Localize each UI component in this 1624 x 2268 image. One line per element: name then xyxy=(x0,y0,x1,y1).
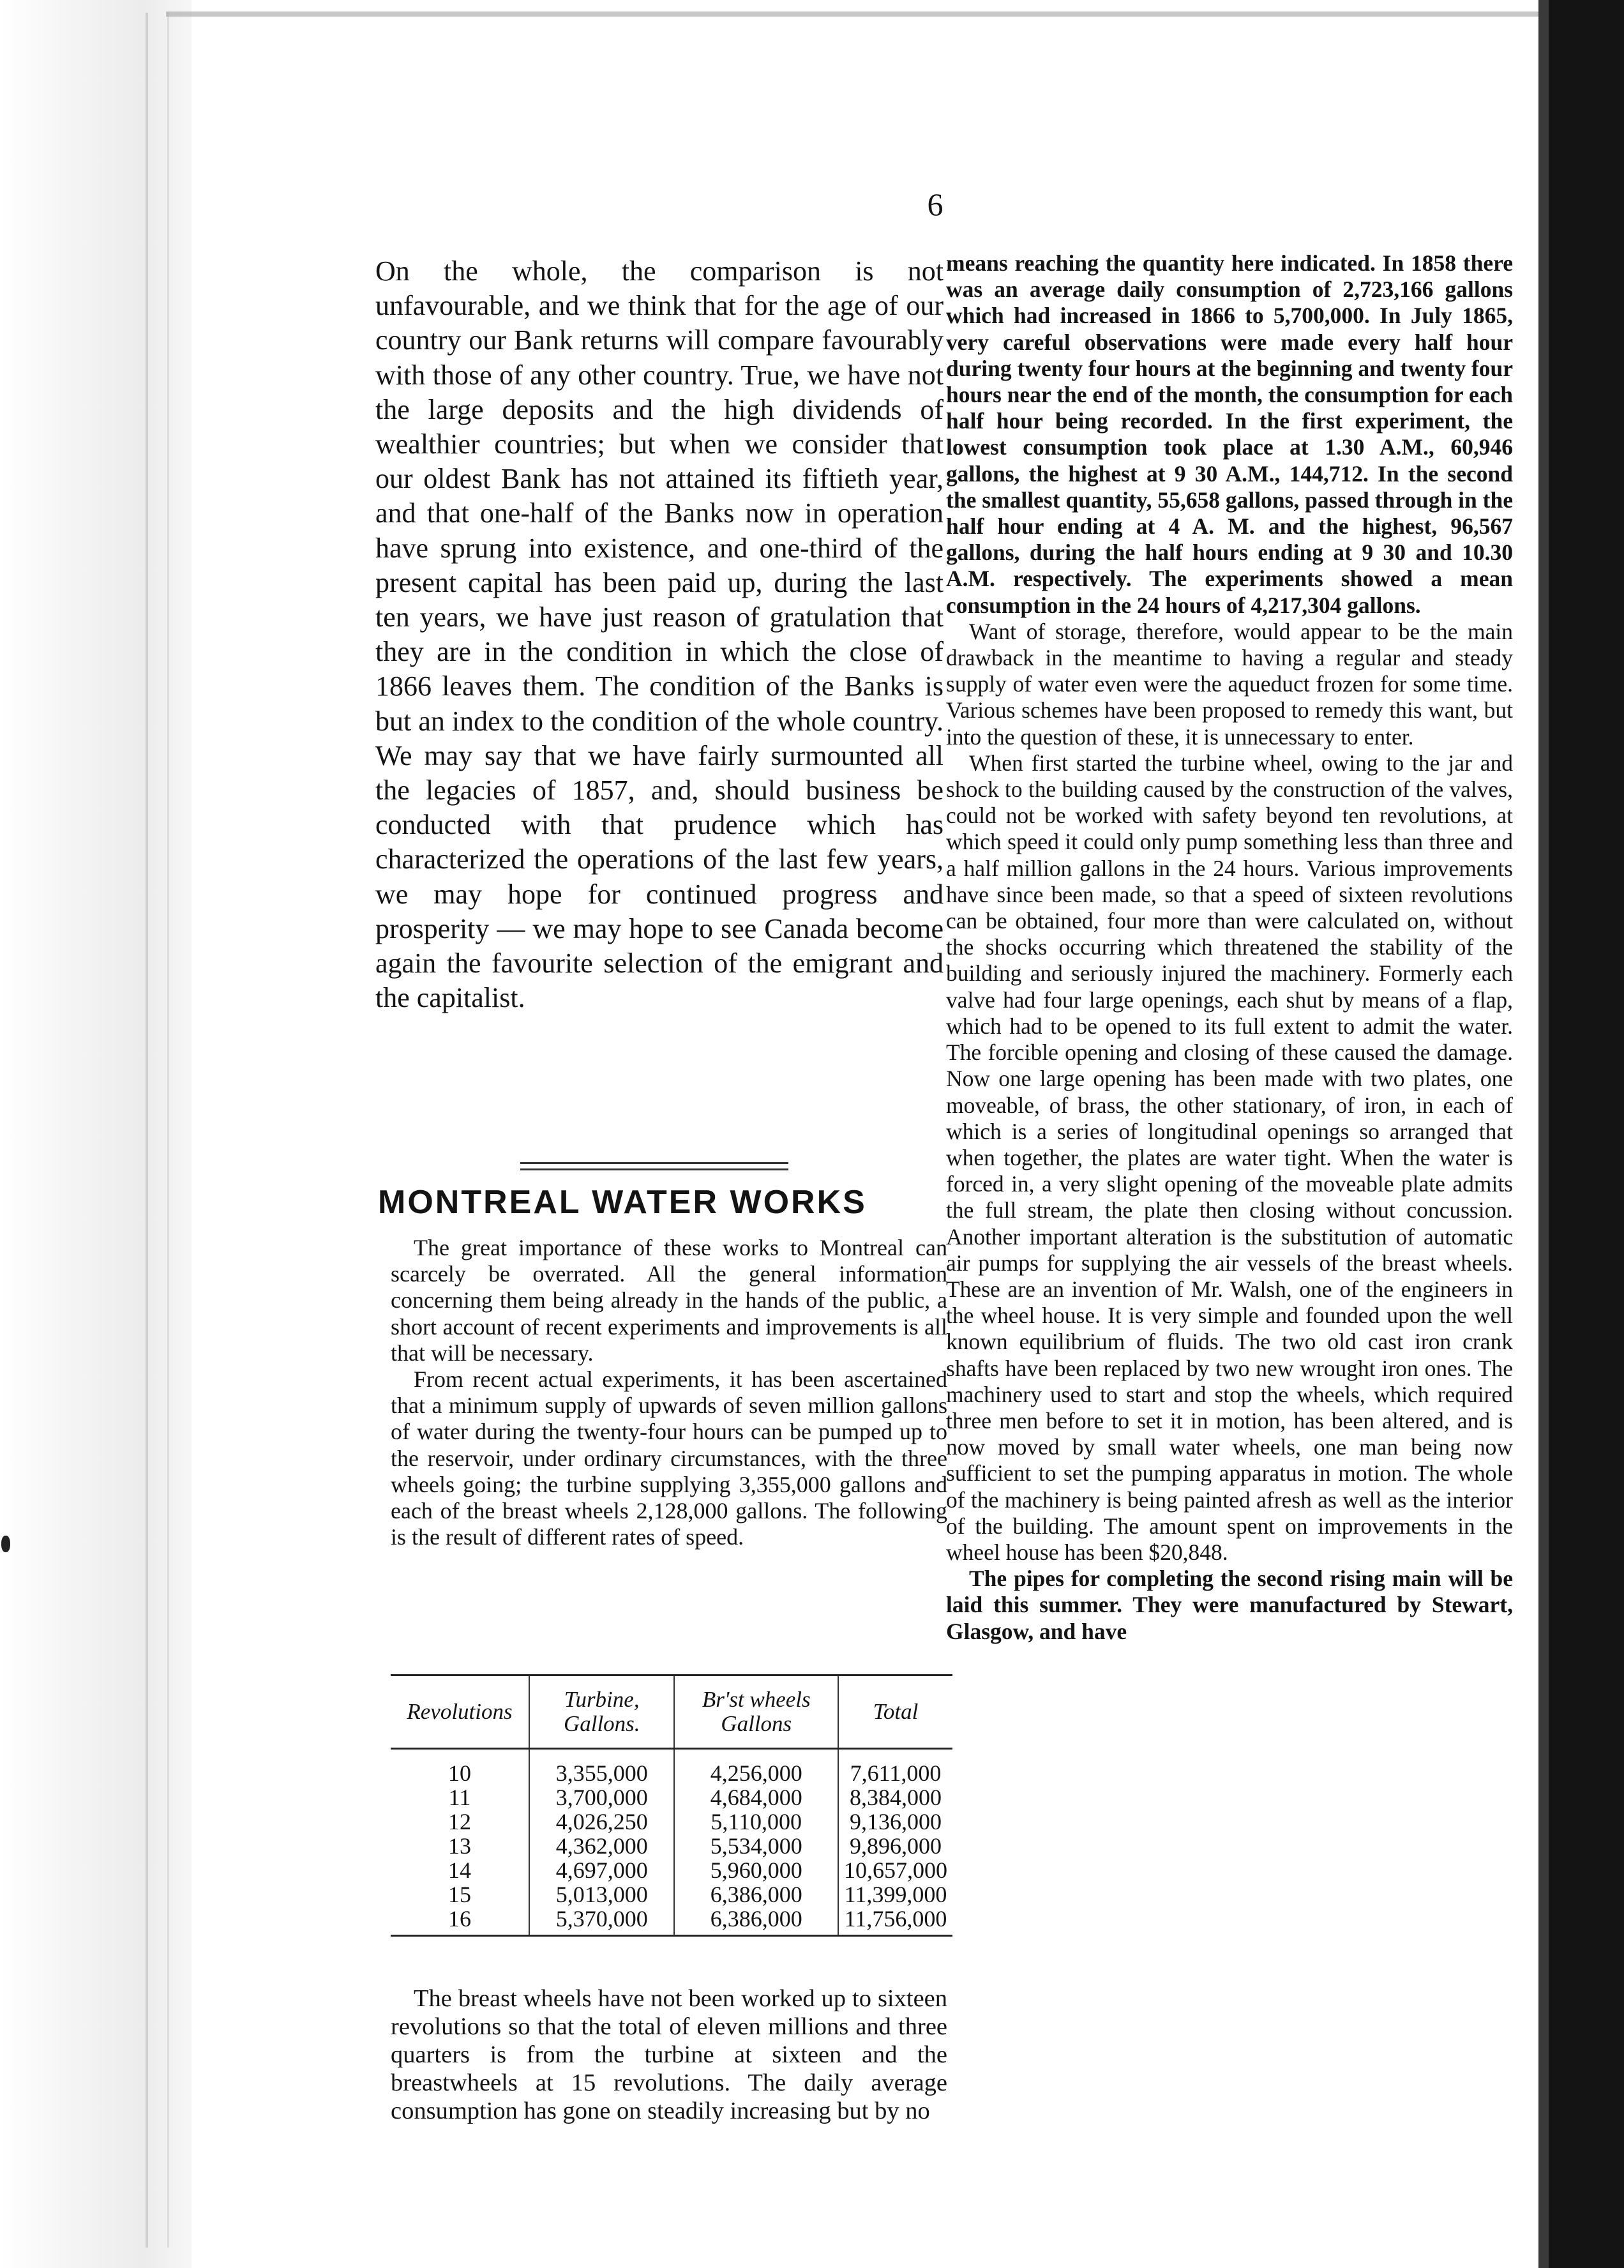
cell-total: 9,136,000 xyxy=(838,1810,952,1834)
body-paragraph: On the whole, the comparison is not unfavourable, and we think that for the age of our country our Bank returns will compare favourably with those of any other country. True, we have not the large deposits and the high dividends of wealthier countries; but when we consider that our oldest Bank has not attained its fiftieth year, and that one-half of the Banks now in operation have sprung into existence, and one-third of the present capital has been paid up, during the last ten years, we have just reason of gratulation that they are in the condition in which the close of 1866 leaves them. The condition of the Banks is but an index to the condition of the whole country. We may say that we have fairly surmounted all the legacies of 1857, and, should business be conducted with that prudence which has characterized the operations of the last few years, we may hope for continued progress and prosperity — we may hope to see Canada become again the favourite selection of the emigrant and the capitalist. xyxy=(375,255,944,1014)
cell-total: 9,896,000 xyxy=(838,1834,952,1858)
cell-breast: 4,684,000 xyxy=(674,1785,838,1810)
scan-fold-line xyxy=(167,13,169,2248)
page-number: 6 xyxy=(927,186,944,222)
cell-breast: 6,386,000 xyxy=(674,1882,838,1907)
cell-total: 8,384,000 xyxy=(838,1785,952,1810)
table-row xyxy=(391,1834,952,1858)
table-row xyxy=(391,1858,952,1882)
section-body-continued xyxy=(391,1984,947,2125)
cell-total: 7,611,000 xyxy=(838,1749,952,1786)
cell-turbine: 4,362,000 xyxy=(529,1834,674,1858)
cell-revolutions: 16 xyxy=(391,1907,529,1936)
cell-turbine: 3,355,000 xyxy=(529,1749,674,1786)
table-row xyxy=(391,1810,952,1834)
cell-revolutions: 11 xyxy=(448,1785,471,1810)
body-paragraph: means reaching the quantity here indicated. In 1858 there was an average daily consumption of 2,723,166 gallons which had increased in 1866 to 5,700,000. In July 1865, very careful observations were made every half hour during twenty four hours at the beginning and twenty four hours near the end of the month, the consumption for each half hour being recorded. In the first experiment, the lowest consumption took place at 1.30 A.M., 60,946 gallons, the highest at 9 30 A.M., 144,712. In the second the smallest quantity, 55,658 gallons, passed through in the half hour ending at 4 A. M. and the highest, 96,567 gallons, during the half hours ending at 9 30 and 10.30 A.M. respectively. The experiments showed a mean consumption in the 24 hours of 4,217,304 gallons. xyxy=(946,250,1513,618)
cell-revolutions: 10 xyxy=(448,1760,471,1786)
table-header-row xyxy=(391,1675,952,1749)
cell-breast: 6,386,000 xyxy=(674,1907,838,1936)
left-column xyxy=(375,254,944,1015)
section-body xyxy=(391,1235,947,1550)
cell-turbine: 5,370,000 xyxy=(529,1907,674,1936)
body-paragraph: The pipes for completing the second rising main will be laid this summer. They were manufactured by Stewart, Glasgow, and have xyxy=(946,1566,1513,1644)
cell-turbine: 5,013,000 xyxy=(529,1882,674,1907)
scan-right-edge xyxy=(1538,0,1549,2268)
cell-revolutions: 12 xyxy=(448,1809,471,1834)
table-row xyxy=(391,1785,952,1810)
cell-revolutions: 15 xyxy=(448,1882,471,1907)
table-row xyxy=(391,1882,952,1907)
table-row xyxy=(391,1907,952,1936)
scan-speck xyxy=(1,1536,10,1552)
scan-fold-line xyxy=(146,13,148,2248)
cell-breast: 4,256,000 xyxy=(674,1749,838,1786)
cell-total: 11,756,000 xyxy=(838,1907,952,1936)
cell-breast: 5,960,000 xyxy=(674,1858,838,1882)
cell-revolutions: 14 xyxy=(448,1857,471,1883)
section-divider xyxy=(520,1162,788,1164)
body-paragraph: The breast wheels have not been worked up to sixteen revolutions so that the total of eleven millions and three quarters is from the turbine at sixteen and the breastwheels at 15 revolutions. The daily average consumption has gone on steadily increasing but by no xyxy=(391,1985,947,2124)
cell-total: 11,399,000 xyxy=(838,1882,952,1907)
header-revolutions: Revolutions xyxy=(391,1675,529,1749)
cell-turbine: 3,700,000 xyxy=(529,1785,674,1810)
scan-right-margin xyxy=(1549,0,1624,2268)
cell-revolutions: 13 xyxy=(448,1833,471,1859)
table-row xyxy=(391,1749,952,1786)
cell-turbine: 4,026,250 xyxy=(529,1810,674,1834)
header-total: Total xyxy=(838,1675,952,1749)
speed-table xyxy=(391,1674,952,1937)
cell-breast: 5,110,000 xyxy=(674,1810,838,1834)
section-divider xyxy=(520,1168,788,1170)
header-breast-wheels: Br'st wheels Gallons xyxy=(674,1675,838,1749)
body-paragraph: From recent actual experiments, it has been ascertained that a minimum supply of upwards of seven million gallons of water during the twenty-four hours can be pumped up to the reservoir, under ordinary circumstances, with the three wheels going; the turbine supplying 3,355,000 gallons and each of the breast wheels 2,128,000 gallons. The following is the result of different rates of speed. xyxy=(391,1366,947,1550)
speed-table-container xyxy=(391,1674,952,1974)
cell-total: 10,657,000 xyxy=(838,1858,952,1882)
scan-left-margin xyxy=(0,0,192,2268)
body-paragraph: The great importance of these works to Montreal can scarcely be overrated. All the general information concerning them being already in the hands of the public, a short account of recent experiments and improvements is all that will be necessary. xyxy=(391,1235,947,1366)
header-turbine: Turbine, Gallons. xyxy=(529,1675,674,1749)
body-paragraph: When first started the turbine wheel, owing to the jar and shock to the building caused by the construction of the valves, could not be worked with safety beyond ten revolutions, at which speed it could only pump something less than three and a half million gallons in the 24 hours. Various improvements have since been made, so that a speed of sixteen revolutions can be obtained, four more than were calculated on, without the shocks occurring which threatened the stability of the building and seriously injured the machinery. Formerly each valve had four large openings, each shut by means of a flap, which had to be opened to its full extent to admit the water. The forcible opening and closing of these caused the damage. Now one large opening has been made with two plates, one moveable, of brass, the other stationary, of iron, in each of which is a series of longitudinal openings so arranged that when together, the plates are water tight. When the water is forced in, a very slight opening of the moveable plate admits the full stream, the plate then closing without concussion. Another important alteration is the substitution of automatic air pumps for supplying the air vessels of the breast wheels. These are an invention of Mr. Walsh, one of the engineers in the wheel house. It is very simple and founded upon the well known equilibrium of fluids. The two old cast iron crank shafts have been replaced by two new wrought iron ones. The machinery used to start and stop the wheels, which required three men before to set it in motion, has been altered, and is now moved by small water wheels, one man being now sufficient to set the pumping apparatus in motion. The whole of the machinery is being painted afresh as well as the interior of the building. The amount spent on improvements in the wheel house has been $20,848. xyxy=(946,750,1513,1565)
cell-turbine: 4,697,000 xyxy=(529,1858,674,1882)
scan-top-edge xyxy=(166,11,1538,17)
right-column xyxy=(946,250,1513,1645)
body-paragraph: Want of storage, therefore, would appear to be the main drawback in the meantime to having a regular and steady supply of water even were the aqueduct frozen for some time. Various schemes have been proposed to remedy this want, but into the question of these, it is unnecessary to enter. xyxy=(946,618,1513,750)
cell-breast: 5,534,000 xyxy=(674,1834,838,1858)
section-heading: MONTREAL WATER WORKS xyxy=(378,1184,867,1221)
